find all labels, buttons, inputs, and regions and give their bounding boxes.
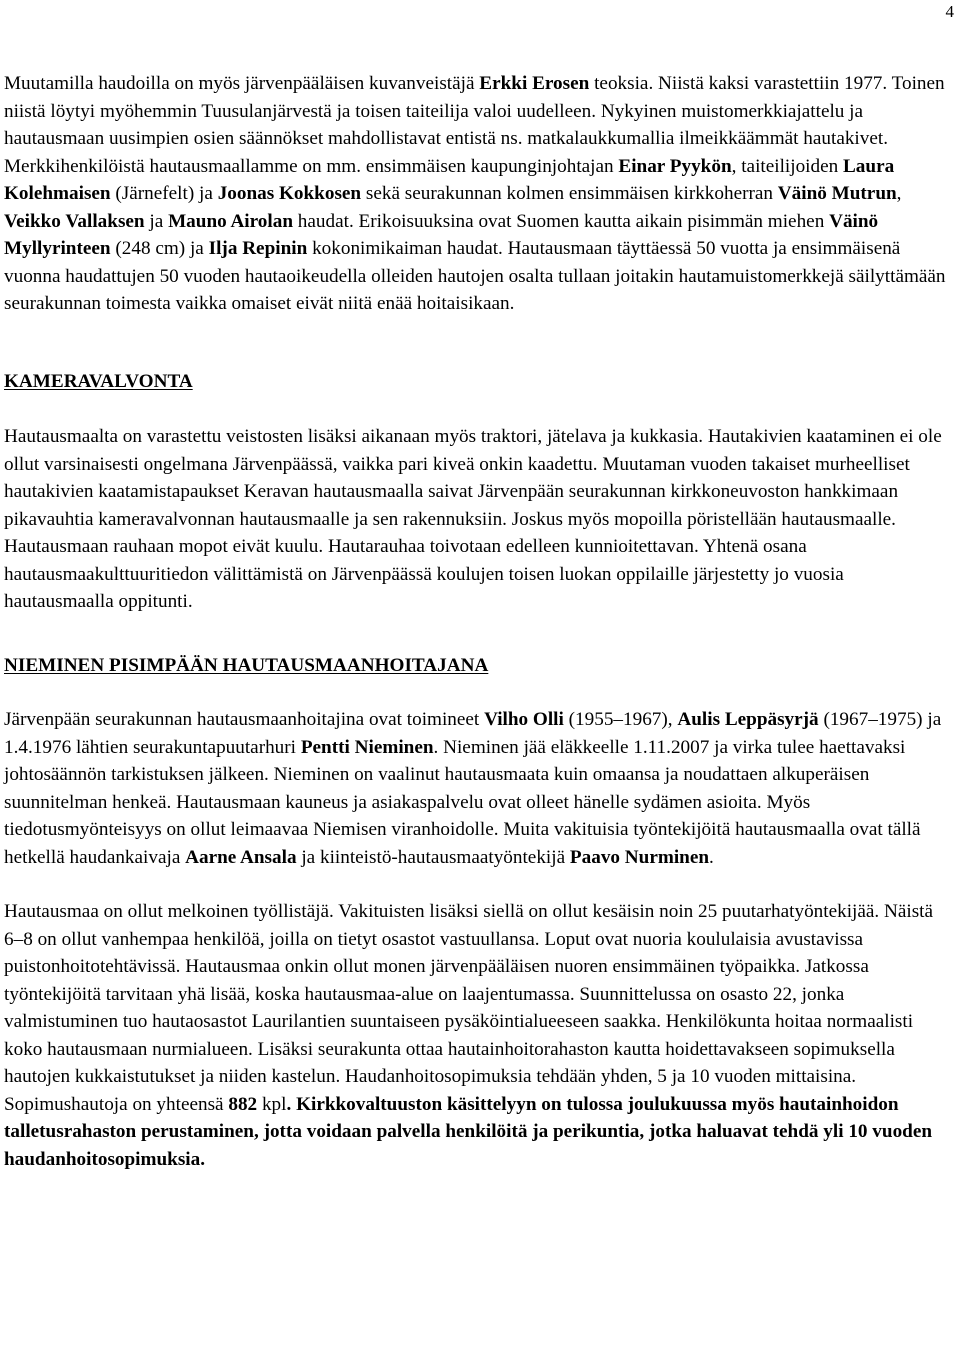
- text-run: (1955–1967),: [563, 709, 678, 730]
- bold-text-run: Väinö Myllyrinteen: [4, 210, 879, 259]
- text-run: Hautausmaa on ollut melkoinen työllistäjä. Vakituisten lisäksi siellä on ollut kesäisin noin 25 puutarhatyöntekijää. Näistä 6–8 on ollut vanhempaa henkilöä, joilla on tietyt osastot vastuullansa. Loput ovat nuoria koululaisia avustavissa puistonhoitotehtävissä. Hautausmaa onkin ollut monen järvenpääläisen nuoren ensimmäinen työpaikka. Jatkossa työntekijöitä tarvitaan yhä lisää, koska hautausmaa-alue on laajentumassa. Suunnittelussa on osasto 22, jonka valmistuminen tuo hautaosastot Laurilantien suuntaiseen pysäköintialueeseen saakka. Henkilökunta hoitaa normaalisti koko hautausmaan nurmialueen. Lisäksi seurakunta ottaa hautainhoitorahaston kautta hoidettavakseen sopimuksella hautojen kukkaistutukset ja niiden kastelun. Haudanhoitosopimuksia tehdään yhden, 5 ja 10 vuoden mittaisina. Sopimushautoja on yhteensä: [4, 901, 934, 1115]
- text-run: Järvenpään seurakunnan hautausmaanhoitajina ovat toimineet: [4, 709, 485, 730]
- bold-text-run: Veikko Vallaksen: [4, 210, 145, 232]
- bold-text-run: Pentti Nieminen: [300, 736, 434, 758]
- bold-text-run: Vilho Olli: [484, 709, 564, 730]
- bold-text-run: Ilja Repinin: [208, 238, 308, 259]
- text-run: (Järnefelt) ja: [110, 183, 218, 204]
- section-heading-kameravalvonta: KAMERAVALVONTA: [4, 370, 193, 392]
- text-run: teoksia. Niistä kaksi varastettiin 1977. Toinen niistä löytyi myöhemmin Tuusulanjärvestä ja toisen taiteilija valoi uudelleen. Nykyinen muistomerkkiajattelu ja hautausmaan uusimpien osien säännökset mahdollistavat entistä ns. matkalaukkumallia ilmeikkäämmät hautakivet. Merkkihenkilöistä hautausmaallamme on mm. ensimmäisen kaupunginjohtajan: [4, 73, 945, 177]
- bold-text-run: Joonas Kokkosen: [217, 183, 362, 204]
- text-run: ,: [896, 183, 902, 204]
- text-run: , taiteilijoiden: [731, 155, 843, 177]
- text-run: sekä seurakunnan kolmen ensimmäisen kirkkoherran: [361, 183, 778, 204]
- bold-text-run: Einar Pyykön: [618, 155, 732, 177]
- text-run: kpl: [257, 1093, 287, 1115]
- document-body: [4, 70, 956, 1173]
- text-run: ja: [144, 210, 169, 232]
- bold-text-run: Laura Kolehmaisen: [4, 155, 895, 204]
- bold-text-run: Erkki Erosen: [479, 73, 590, 94]
- text-run: (248 cm) ja: [110, 238, 209, 259]
- section-heading-nieminen: NIEMINEN PISIMPÄÄN HAUTAUSMAANHOITAJANA: [4, 654, 489, 676]
- bold-text-run: Mauno Airolan: [168, 210, 293, 232]
- bold-text-run: Aulis Leppäsyrjä: [677, 709, 819, 730]
- text-run: .: [709, 846, 714, 868]
- text-run: Muutamilla haudoilla on myös järvenpääläisen kuvanveistäjä: [4, 73, 480, 94]
- text-run: kokonimikaiman haudat. Hautausmaan täyttäessä 50 vuotta ja ensimmäisenä vuonna haudattujen 50 vuoden hautaoikeudella olleiden hautojen osalta tullaan joitakin hautamuistomerkkejä säilyttämään seurakunnan toimesta vaikka omaiset eivät niitä enää hoitaisikaan.: [4, 238, 946, 314]
- nieminen-paragraph: [4, 706, 956, 871]
- text-run: Hautausmaalta on varastettu veistosten lisäksi aikanaan myös traktori, jätelava ja kukkasia. Hautakivien kaataminen ei ole ollut varsinaisesti ongelmana Järvenpäässä, vaikka pari kiveä onkin kaadettu. Muutaman vuoden takaiset murheelliset hautakivien kaatamistapaukset Keravan hautausmaalla saivat Järvenpään seurakunnan kirkkoneuvoston hankkimaan pikavauhtia kameravalvonnan hautausmaalle ja sen rakennuksiin. Joskus myös mopoilla pöristellään hautausmaalle. Hautausmaan rauhaan mopot eivät kuulu. Hautarauhaa toivotaan edelleen kunnioitettavan. Yhtenä osana hautausmaakulttuuritiedon välittämistä on Järvenpäässä koulujen toisen luokan oppilaille järjestetty jo vuosia hautausmaalla oppitunti.: [4, 426, 942, 612]
- bold-text-run: 882: [228, 1093, 258, 1115]
- employment-paragraph: [4, 898, 956, 1173]
- text-run: (1967–1975) ja 1.4.1976 lähtien seurakuntapuutarhuri: [4, 709, 942, 758]
- text-run: . Nieminen jää eläkkeelle 1.11.2007 ja virka tulee haettavaksi johtosäännön tarkistuksen jälkeen. Nieminen on vaalinut hautausmaata kuin omaansa ja noudattaen alkuperäisen suunnitelman henkeä. Hautausmaan kauneus ja asiakaspalvelu ovat olleet hänelle sydämen asioita. Myös tiedotusmyönteisyys on ollut leimaavaa Niemisen viranhoidolle. Muita vakituisia työntekijöitä hautausmaalla ovat tällä hetkellä haudankaivaja: [4, 736, 921, 868]
- bold-text-run: Aarne Ansala: [185, 846, 297, 868]
- intro-paragraph: [4, 70, 956, 318]
- bold-text-run: . Kirkkovaltuuston käsittelyyn on tulossa joulukuussa myös hautainhoidon talletusrahaston perustaminen, jotta voidaan palvella henkilöitä ja perikuntia, jotka haluavat tehdä yli 10 vuoden haudanhoitosopimuksia.: [4, 1093, 933, 1170]
- text-run: haudat. Erikoisuuksina ovat Suomen kautta aikain pisimmän miehen: [293, 210, 830, 232]
- bold-text-run: Paavo Nurminen: [569, 846, 710, 868]
- page-number: 4: [945, 2, 954, 21]
- text-run: ja kiinteistö-hautausmaatyöntekijä: [296, 846, 570, 868]
- bold-text-run: Väinö Mutrun: [777, 183, 897, 204]
- kameravalvonta-paragraph: [4, 423, 956, 616]
